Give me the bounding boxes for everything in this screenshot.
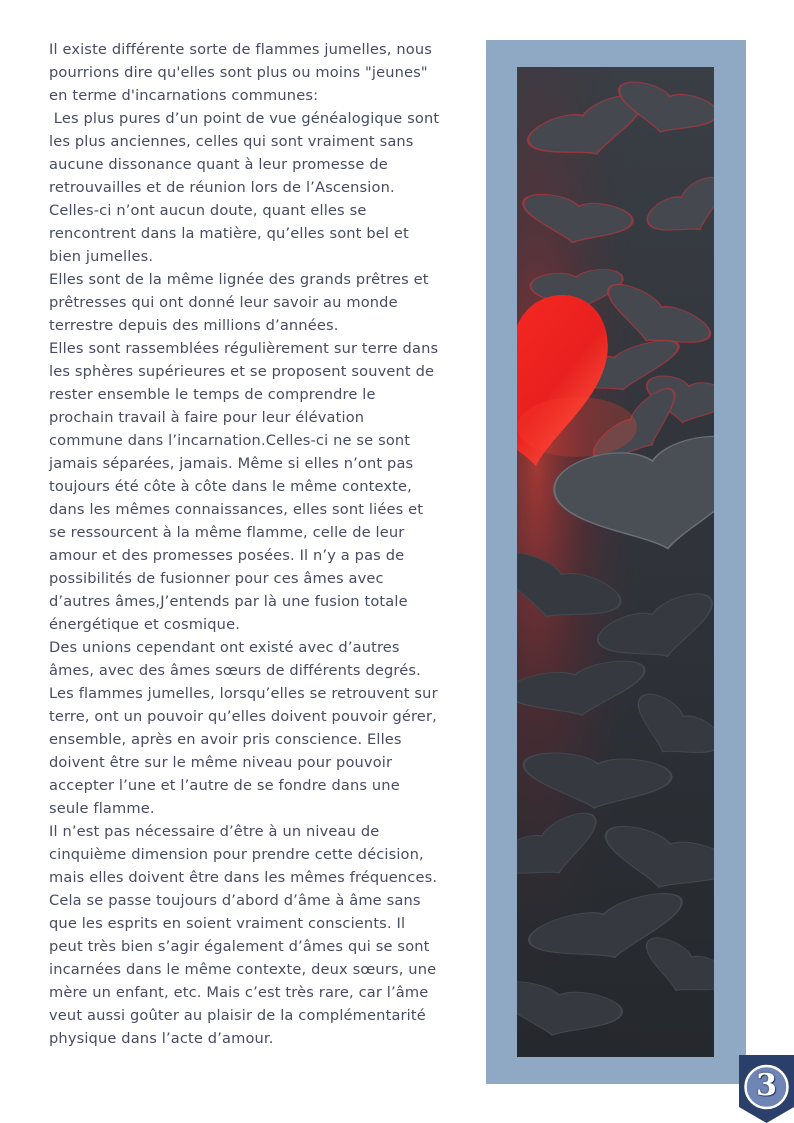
article-text bbox=[49, 38, 445, 1050]
page-number-badge bbox=[739, 1055, 794, 1123]
hearts-image bbox=[517, 67, 714, 1057]
hearts-illustration bbox=[517, 67, 714, 1057]
paragraph-ancient-flames: Les plus pures d’un point de vue généalogique sont les plus anciennes, celles qui sont vraiment sans aucune dissonance quant à leur promesse de retrouvailles et de réunion lors de l’Ascension. Celles-ci n’ont aucun doute, quant elles se rencontrent dans la matière, qu’elles sont bel et bien jumelles. bbox=[49, 110, 445, 265]
paragraph-unions: Des unions cependant ont existé avec d’autres âmes, avec des âmes sœurs de différents degrés. Les flammes jumelles, lorsqu’elles se retrouvent sur terre, ont un pouvoir qu’elles doivent pouvoir gérer, ensemble, après en avoir pris conscience. Elles doivent être sur le même niveau pour pouvoir accepter l’une et l’autre de se fondre dans une seule flamme. bbox=[49, 639, 443, 817]
page-number: 3 bbox=[756, 1068, 777, 1103]
paragraph-intro: Il existe différente sorte de flammes jumelles, nous pourrions dire qu'elles sont plus ou moins "jeunes" en terme d'incarnations communes: bbox=[49, 41, 437, 104]
paragraph-gathering: Elles sont rassemblées régulièrement sur terre dans les sphères supérieures et se proposent souvent de rester ensemble le temps de comprendre le prochain travail à faire pour leur élévation commune dans l’incarnation.Celles-ci ne se sont jamais séparées, jamais. Même si elles n’ont pas toujours été côte à côte dans le même contexte, dans les mêmes connaissances, elles sont liées et se ressourcent à la même flamme, celle de leur amour et des promesses posées. Il n’y a pas de possibilités de fusionner pour ces âmes avec d’autres âmes,J’entends par là une fusion totale énergétique et cosmique. bbox=[49, 340, 444, 633]
image-frame bbox=[486, 40, 746, 1084]
paragraph-frequencies: Il n’est pas nécessaire d’être à un niveau de cinquième dimension pour prendre cette décision, mais elles doivent être dans les mêmes fréquences. Cela se passe toujours d’abord d’âme à âme sans que les esprits en soient vraiment conscients. Il peut très bien s’agir également d’âmes qui se sont incarnées dans le même contexte, deux sœurs, une mère un enfant, etc. Mais c’est très rare, car l’âme veut aussi goûter au plaisir de la complémentarité physique dans l’acte d’amour. bbox=[49, 823, 442, 1047]
paragraph-lineage: Elles sont de la même lignée des grands prêtres et prêtresses qui ont donné leur savoir au monde terrestre depuis des millions d’années. bbox=[49, 271, 434, 334]
